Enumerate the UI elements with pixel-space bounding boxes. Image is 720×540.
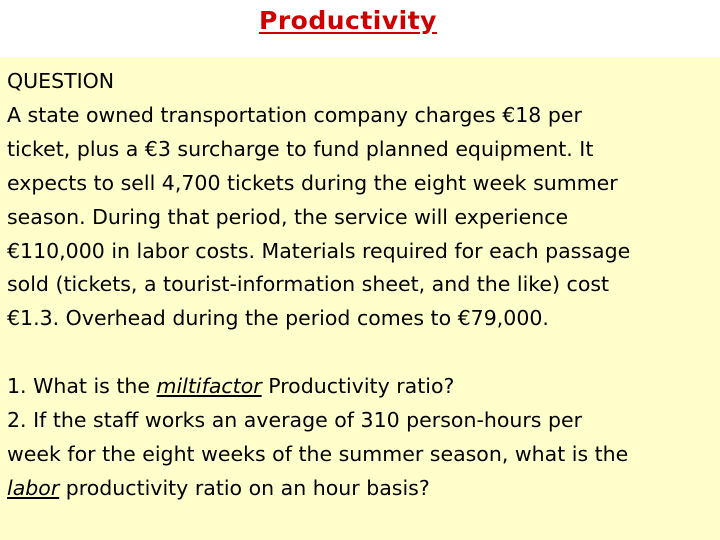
- sub-question-2-emphasis: labor: [7, 475, 60, 500]
- question-line-7: €1.3. Overhead during the period comes to €79,000.: [7, 306, 549, 331]
- sub-question-2-line-3: [7, 472, 716, 506]
- sub-question-2-line-2: week for the eight weeks of the summer season, what is the: [7, 441, 629, 466]
- sub-question-1-suffix: Productivity ratio?: [261, 374, 455, 399]
- question-line-6: sold (tickets, a tourist-information sheet, and the like) cost: [7, 272, 610, 297]
- page-title: Productivity: [259, 6, 437, 35]
- question-panel: [0, 57, 720, 540]
- question-heading: QUESTION: [7, 69, 115, 93]
- question-line-2: ticket, plus a €3 surcharge to fund planned equipment. It: [7, 136, 594, 161]
- paragraph-spacer: [7, 336, 716, 370]
- sub-question-1-emphasis: miltifactor: [156, 374, 262, 399]
- question-line-5: €110,000 in labor costs. Materials required for each passage: [7, 238, 631, 263]
- sub-question-1: [7, 370, 716, 404]
- question-line-1: A state owned transportation company charges €18 per: [7, 102, 582, 127]
- sub-question-1-prefix: 1. What is the: [7, 374, 157, 399]
- sub-question-2-suffix: productivity ratio on an hour basis?: [59, 475, 430, 500]
- question-line-4: season. During that period, the service will experience: [7, 204, 569, 229]
- question-line-3: expects to sell 4,700 tickets during the eight week summer: [7, 170, 618, 195]
- sub-question-2-line-1: 2. If the staff works an average of 310 person-hours per: [7, 408, 583, 433]
